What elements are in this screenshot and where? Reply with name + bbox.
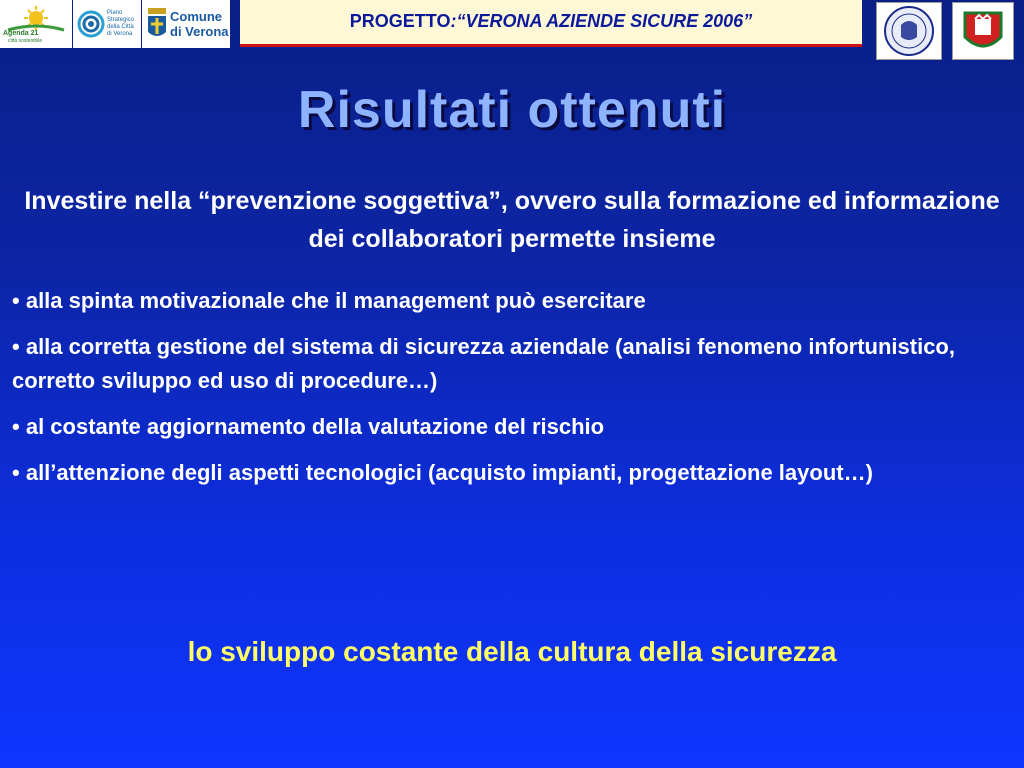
crest-shield-icon (953, 3, 1013, 59)
bullet-list (12, 284, 1012, 502)
comune-label (170, 9, 229, 39)
comune-line2: di Verona (170, 24, 229, 39)
bullet-item (12, 284, 1012, 318)
intro-text: Investire nella “prevenzione soggettiva”, ovvero sulla formazione ed informazione dei collaboratori permette insieme (24, 187, 1000, 253)
agenda21-logo (0, 0, 72, 48)
bullet-text: all’attenzione degli aspetti tecnologici (acquisto impianti, progettazione layout…) (25, 460, 873, 485)
city-shield-icon (146, 6, 168, 42)
bullet-item (12, 456, 1012, 490)
bullet-dot-icon: • (12, 334, 20, 359)
slide-title: Risultati ottenuti (297, 81, 727, 139)
round-seal-icon (877, 3, 941, 59)
agenda21-sublabel: città sostenibile (8, 38, 43, 44)
bullet-item (12, 330, 1012, 398)
project-banner (240, 0, 862, 47)
project-title (240, 11, 862, 32)
bullet-dot-icon: • (12, 288, 20, 313)
agenda21-label: Agenda 21 (3, 30, 39, 37)
bullet-text: alla corretta gestione del sistema di sicurezza aziendale (analisi fenomeno infortunistico, corretto sviluppo ed uso di procedure…) (12, 334, 955, 393)
conclusion-text: lo sviluppo costante della cultura della sicurezza (187, 636, 837, 667)
comune-verona-logo (142, 0, 230, 48)
project-prefix: PROGETTO (349, 11, 451, 31)
project-name: :“VERONA AZIENDE SICURE 2006” (450, 11, 753, 31)
shield-logo (952, 2, 1014, 60)
header-strip (0, 0, 1024, 56)
bullet-dot-icon: • (12, 460, 20, 485)
bullet-dot-icon: • (12, 414, 20, 439)
piano-strategico-label: Piano Strategico della Città di Verona (107, 10, 135, 37)
bullet-text: al costante aggiornamento della valutazione del rischio (25, 414, 605, 439)
spiral-icon (77, 4, 107, 44)
piano-strategico-logo (73, 0, 141, 48)
seal-logo (876, 2, 942, 60)
bullet-item (12, 410, 1012, 444)
bullet-text: alla spinta motivazionale che il management può esercitare (25, 288, 646, 313)
comune-line1: Comune (170, 9, 222, 24)
